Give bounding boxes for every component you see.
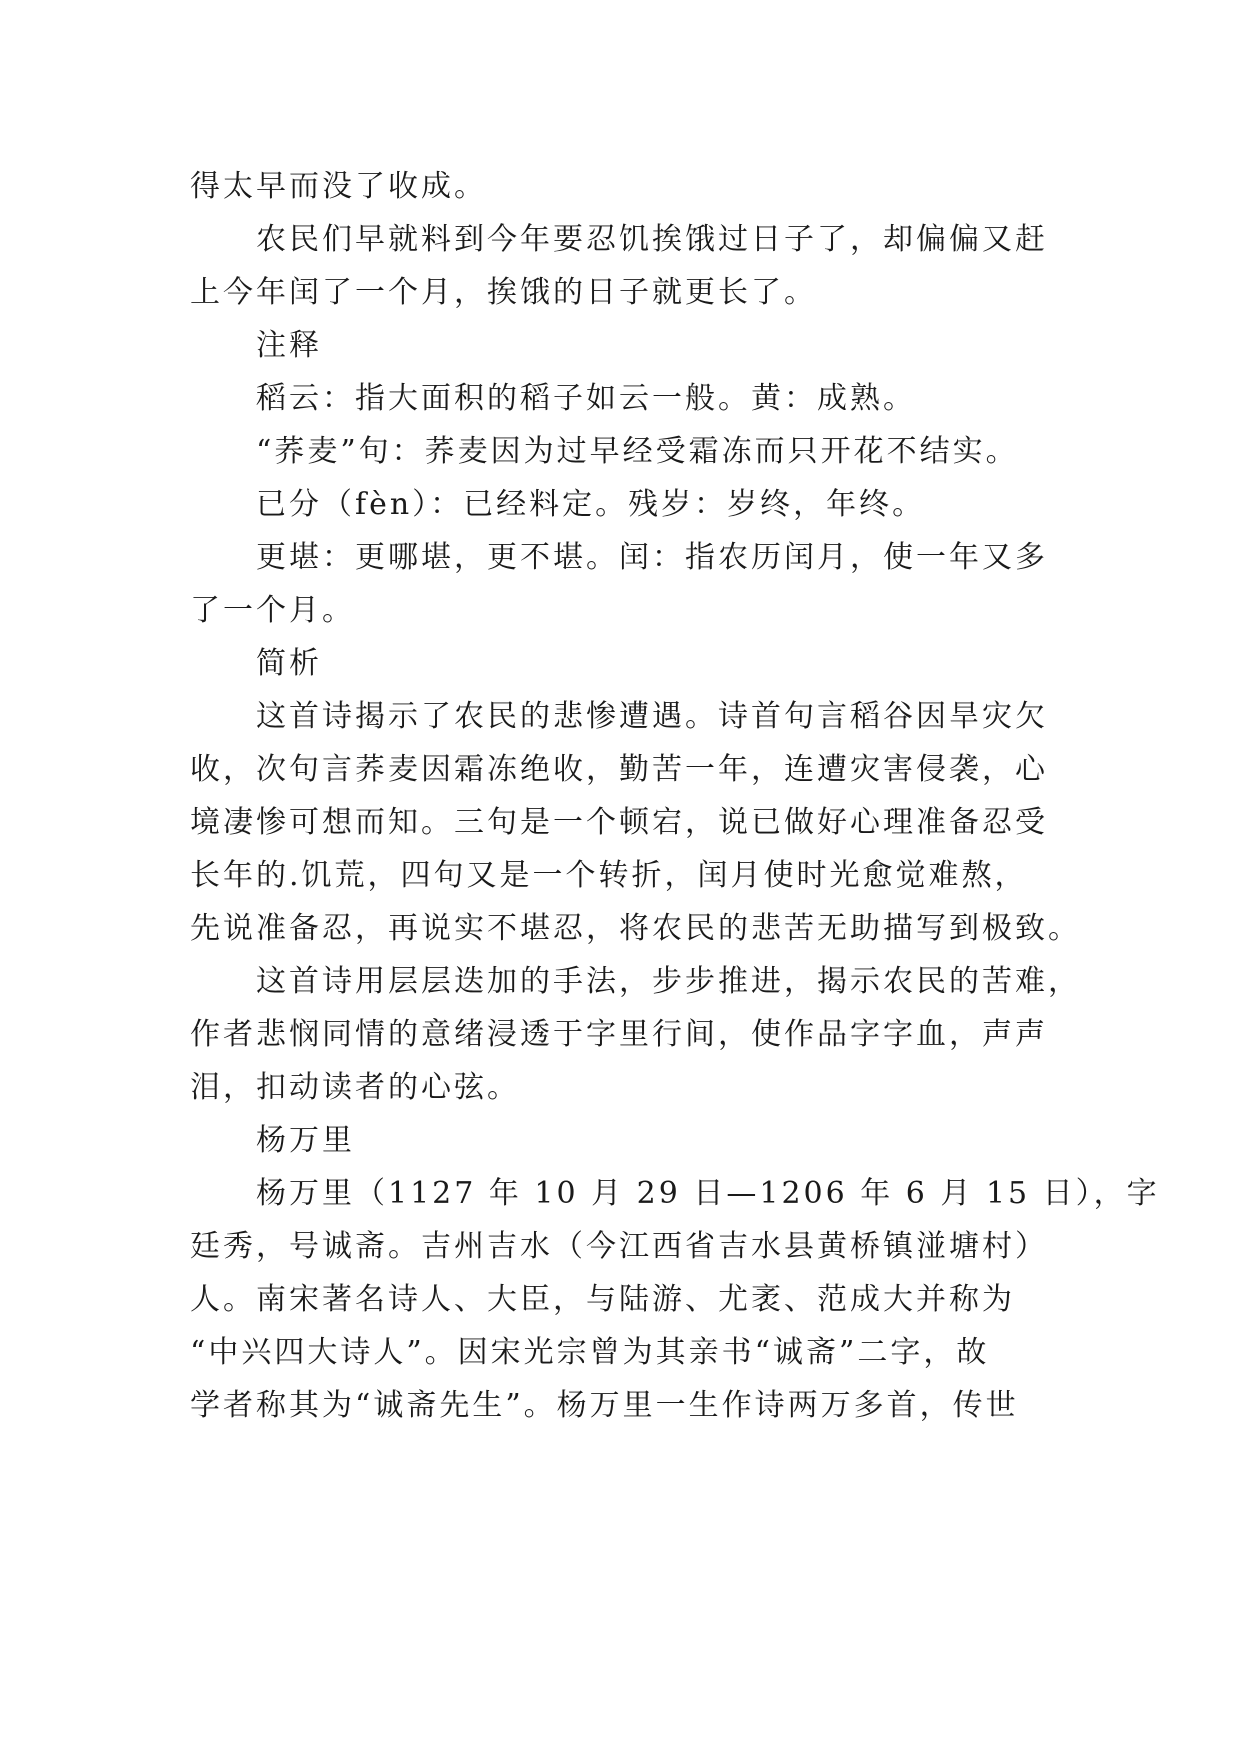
analysis-line: 先说准备忍，再说实不堪忍，将农民的悲苦无助描写到极致。 — [190, 911, 1081, 946]
section-heading-notes: 注释 — [256, 328, 322, 363]
body-line: 农民们早就料到今年要忍饥挨饿过日子了，却偏偏又赶 — [256, 222, 1048, 257]
note-line: 更堪：更哪堪，更不堪。闰：指农历闰月，使一年又多 — [256, 540, 1048, 575]
note-line: 了一个月。 — [190, 593, 355, 628]
note-line: 稻云：指大面积的稻子如云一般。黄：成熟。 — [256, 381, 916, 416]
analysis-line: 作者悲悯同情的意绪浸透于字里行间，使作品字字血，声声 — [190, 1017, 1048, 1052]
analysis-line: 泪，扣动读者的心弦。 — [190, 1070, 520, 1105]
author-line: 杨万里（1127 年 10 月 29 日—1206 年 6 月 15 日），字 — [256, 1176, 1160, 1211]
author-line: 人。南宋著名诗人、大臣，与陆游、尤袤、范成大并称为 — [190, 1282, 1015, 1317]
analysis-line: 这首诗揭示了农民的悲惨遭遇。诗首句言稻谷因旱灾欠 — [256, 699, 1048, 734]
section-heading-author: 杨万里 — [256, 1123, 355, 1158]
section-heading-analysis: 简析 — [256, 646, 322, 681]
document-body — [190, 160, 1160, 1432]
author-line: “中兴四大诗人”。因宋光宗曾为其亲书“诚斋”二字，故 — [190, 1335, 990, 1370]
body-line: 上今年闰了一个月，挨饿的日子就更长了。 — [190, 275, 817, 310]
author-line: 学者称其为“诚斋先生”。杨万里一生作诗两万多首，传世 — [190, 1388, 1019, 1423]
note-line: 已分（fèn）：已经料定。残岁：岁终，年终。 — [256, 487, 926, 522]
body-line: 得太早而没了收成。 — [190, 169, 487, 204]
analysis-line: 这首诗用层层迭加的手法，步步推进，揭示农民的苦难， — [256, 964, 1081, 999]
analysis-line: 境凄惨可想而知。三句是一个顿宕，说已做好心理准备忍受 — [190, 805, 1048, 840]
author-line: 廷秀，号诚斋。吉州吉水（今江西省吉水县黄桥镇湴塘村） — [190, 1229, 1048, 1264]
note-line: “荞麦”句：荞麦因为过早经受霜冻而只开花不结实。 — [256, 434, 1019, 469]
analysis-line: 长年的.饥荒，四句又是一个转折，闰月使时光愈觉难熬， — [190, 858, 1028, 893]
analysis-line: 收，次句言荞麦因霜冻绝收，勤苦一年，连遭灾害侵袭，心 — [190, 752, 1048, 787]
